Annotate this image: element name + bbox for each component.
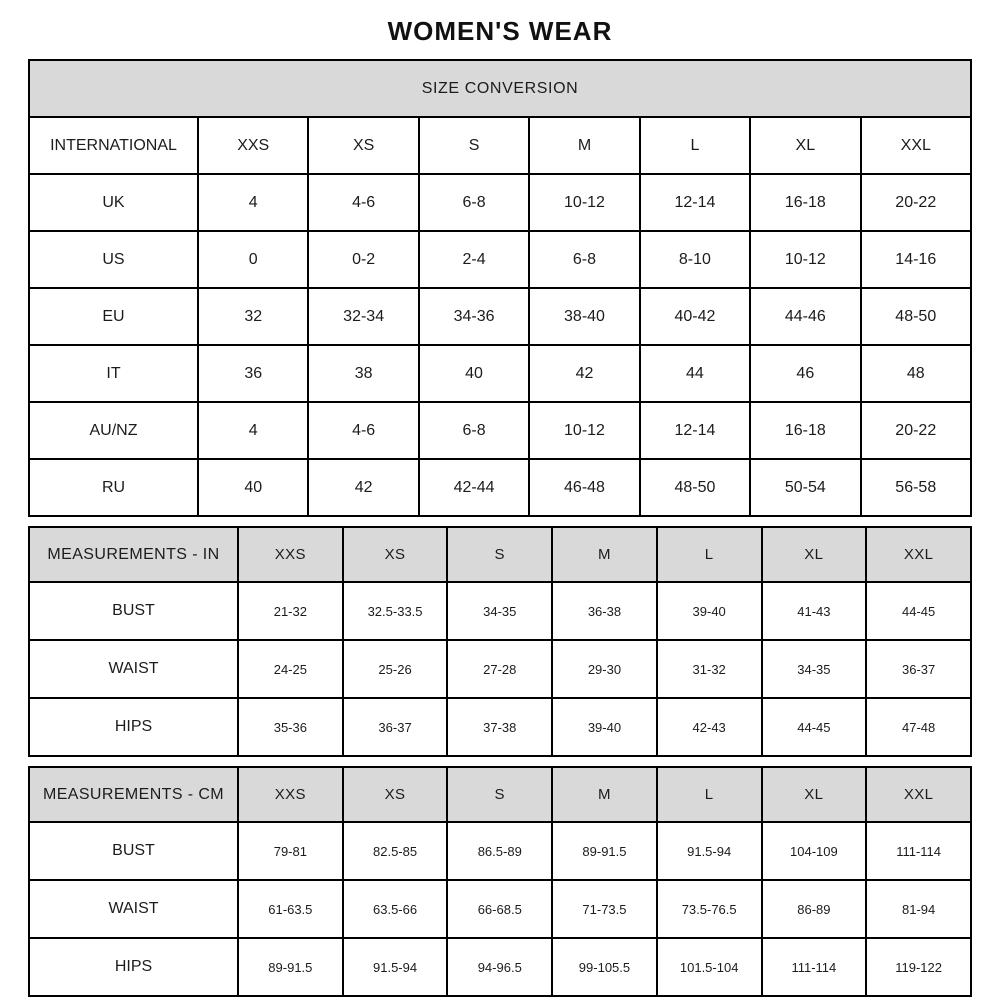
table-row bbox=[29, 345, 971, 402]
table-cell: 36-37 bbox=[866, 640, 971, 698]
row-label: AU/NZ bbox=[29, 402, 198, 459]
table-cell: 44-45 bbox=[762, 698, 867, 756]
table-row bbox=[29, 402, 971, 459]
column-header-label: INTERNATIONAL bbox=[29, 117, 198, 174]
row-label: BUST bbox=[29, 822, 238, 880]
table-row bbox=[29, 938, 971, 996]
column-header-row bbox=[29, 767, 971, 822]
table-cell: 39-40 bbox=[552, 698, 657, 756]
column-header-size: S bbox=[447, 527, 552, 582]
table-cell: 50-54 bbox=[750, 459, 860, 516]
table-cell: 86-89 bbox=[762, 880, 867, 938]
table-cell: 34-36 bbox=[419, 288, 529, 345]
table-cell: 89-91.5 bbox=[552, 822, 657, 880]
table-cell: 99-105.5 bbox=[552, 938, 657, 996]
table-cell: 27-28 bbox=[447, 640, 552, 698]
table-cell: 40 bbox=[198, 459, 308, 516]
column-header-size: XL bbox=[762, 527, 867, 582]
table-cell: 4 bbox=[198, 402, 308, 459]
table-row bbox=[29, 174, 971, 231]
table-cell: 6-8 bbox=[419, 402, 529, 459]
table-cell: 4 bbox=[198, 174, 308, 231]
table-cell: 42 bbox=[308, 459, 418, 516]
table-cell: 39-40 bbox=[657, 582, 762, 640]
table-cell: 48 bbox=[861, 345, 971, 402]
table-cell: 46-48 bbox=[529, 459, 639, 516]
table-cell: 42-44 bbox=[419, 459, 529, 516]
page-title: WOMEN'S WEAR bbox=[387, 16, 613, 46]
table-row bbox=[29, 459, 971, 516]
table-cell: 31-32 bbox=[657, 640, 762, 698]
table-cell: 56-58 bbox=[861, 459, 971, 516]
table-cell: 41-43 bbox=[762, 582, 867, 640]
table-cell: 12-14 bbox=[640, 174, 750, 231]
table-cell: 46 bbox=[750, 345, 860, 402]
table-title: SIZE CONVERSION bbox=[29, 60, 971, 117]
table-cell: 42-43 bbox=[657, 698, 762, 756]
column-header-size: L bbox=[640, 117, 750, 174]
table-cell: 10-12 bbox=[529, 402, 639, 459]
table-cell: 44-45 bbox=[866, 582, 971, 640]
table-cell: 101.5-104 bbox=[657, 938, 762, 996]
table-cell: 24-25 bbox=[238, 640, 343, 698]
table-row bbox=[29, 880, 971, 938]
table-cell: 25-26 bbox=[343, 640, 448, 698]
row-label: UK bbox=[29, 174, 198, 231]
table-cell: 20-22 bbox=[861, 174, 971, 231]
table-cell: 16-18 bbox=[750, 402, 860, 459]
table-cell: 35-36 bbox=[238, 698, 343, 756]
table-cell: 119-122 bbox=[866, 938, 971, 996]
table-cell: 16-18 bbox=[750, 174, 860, 231]
table-cell: 38-40 bbox=[529, 288, 639, 345]
table-cell: 48-50 bbox=[861, 288, 971, 345]
column-header-size: XXL bbox=[866, 527, 971, 582]
table-cell: 40 bbox=[419, 345, 529, 402]
column-header-size: M bbox=[529, 117, 639, 174]
column-header-size: M bbox=[552, 527, 657, 582]
column-header-size: XS bbox=[343, 767, 448, 822]
row-label: RU bbox=[29, 459, 198, 516]
table-cell: 91.5-94 bbox=[657, 822, 762, 880]
row-label: WAIST bbox=[29, 880, 238, 938]
table-cell: 14-16 bbox=[861, 231, 971, 288]
table-cell: 32 bbox=[198, 288, 308, 345]
column-header-row bbox=[29, 117, 971, 174]
table-cell: 91.5-94 bbox=[343, 938, 448, 996]
row-label: US bbox=[29, 231, 198, 288]
column-header-size: XXL bbox=[861, 117, 971, 174]
table-cell: 104-109 bbox=[762, 822, 867, 880]
table-cell: 32.5-33.5 bbox=[343, 582, 448, 640]
table-cell: 21-32 bbox=[238, 582, 343, 640]
table-cell: 89-91.5 bbox=[238, 938, 343, 996]
column-header-size: XL bbox=[762, 767, 867, 822]
table-cell: 34-35 bbox=[447, 582, 552, 640]
column-header-size: M bbox=[552, 767, 657, 822]
row-label: HIPS bbox=[29, 938, 238, 996]
table-cell: 0-2 bbox=[308, 231, 418, 288]
table-cell: 79-81 bbox=[238, 822, 343, 880]
size-conversion-table-body bbox=[29, 60, 971, 516]
row-label: BUST bbox=[29, 582, 238, 640]
table-cell: 61-63.5 bbox=[238, 880, 343, 938]
table-row bbox=[29, 288, 971, 345]
table-row bbox=[29, 582, 971, 640]
table-cell: 0 bbox=[198, 231, 308, 288]
table-cell: 44 bbox=[640, 345, 750, 402]
measurements-in-table bbox=[28, 526, 972, 757]
table-cell: 86.5-89 bbox=[447, 822, 552, 880]
table-cell: 10-12 bbox=[750, 231, 860, 288]
table-row bbox=[29, 640, 971, 698]
table-cell: 63.5-66 bbox=[343, 880, 448, 938]
column-header-size: S bbox=[447, 767, 552, 822]
table-cell: 20-22 bbox=[861, 402, 971, 459]
column-header-row bbox=[29, 527, 971, 582]
column-header-label: MEASUREMENTS - IN bbox=[29, 527, 238, 582]
table-cell: 4-6 bbox=[308, 402, 418, 459]
table-cell: 8-10 bbox=[640, 231, 750, 288]
column-header-size: L bbox=[657, 527, 762, 582]
table-cell: 32-34 bbox=[308, 288, 418, 345]
table-cell: 38 bbox=[308, 345, 418, 402]
measurements-in-table-body bbox=[29, 527, 971, 756]
table-cell: 66-68.5 bbox=[447, 880, 552, 938]
column-header-size: XXS bbox=[198, 117, 308, 174]
table-cell: 71-73.5 bbox=[552, 880, 657, 938]
table-cell: 10-12 bbox=[529, 174, 639, 231]
table-cell: 73.5-76.5 bbox=[657, 880, 762, 938]
column-header-size: XS bbox=[343, 527, 448, 582]
table-cell: 29-30 bbox=[552, 640, 657, 698]
column-header-size: S bbox=[419, 117, 529, 174]
column-header-size: XS bbox=[308, 117, 418, 174]
table-cell: 94-96.5 bbox=[447, 938, 552, 996]
table-cell: 82.5-85 bbox=[343, 822, 448, 880]
size-conversion-table bbox=[28, 59, 972, 517]
table-cell: 48-50 bbox=[640, 459, 750, 516]
table-cell: 36-37 bbox=[343, 698, 448, 756]
table-cell: 6-8 bbox=[529, 231, 639, 288]
table-cell: 6-8 bbox=[419, 174, 529, 231]
column-header-size: XL bbox=[750, 117, 860, 174]
table-cell: 111-114 bbox=[762, 938, 867, 996]
table-cell: 44-46 bbox=[750, 288, 860, 345]
table-cell: 36 bbox=[198, 345, 308, 402]
table-cell: 40-42 bbox=[640, 288, 750, 345]
column-header-size: XXS bbox=[238, 767, 343, 822]
row-label: HIPS bbox=[29, 698, 238, 756]
measurements-cm-table-body bbox=[29, 767, 971, 996]
column-header-label: MEASUREMENTS - CM bbox=[29, 767, 238, 822]
table-cell: 34-35 bbox=[762, 640, 867, 698]
table-cell: 42 bbox=[529, 345, 639, 402]
row-label: IT bbox=[29, 345, 198, 402]
column-header-size: L bbox=[657, 767, 762, 822]
table-cell: 81-94 bbox=[866, 880, 971, 938]
column-header-size: XXS bbox=[238, 527, 343, 582]
table-cell: 37-38 bbox=[447, 698, 552, 756]
table-cell: 36-38 bbox=[552, 582, 657, 640]
measurements-cm-table bbox=[28, 766, 972, 997]
table-cell: 2-4 bbox=[419, 231, 529, 288]
row-label: EU bbox=[29, 288, 198, 345]
table-cell: 111-114 bbox=[866, 822, 971, 880]
table-row bbox=[29, 698, 971, 756]
table-cell: 12-14 bbox=[640, 402, 750, 459]
table-row bbox=[29, 231, 971, 288]
row-label: WAIST bbox=[29, 640, 238, 698]
table-cell: 47-48 bbox=[866, 698, 971, 756]
column-header-size: XXL bbox=[866, 767, 971, 822]
table-cell: 4-6 bbox=[308, 174, 418, 231]
table-row bbox=[29, 822, 971, 880]
